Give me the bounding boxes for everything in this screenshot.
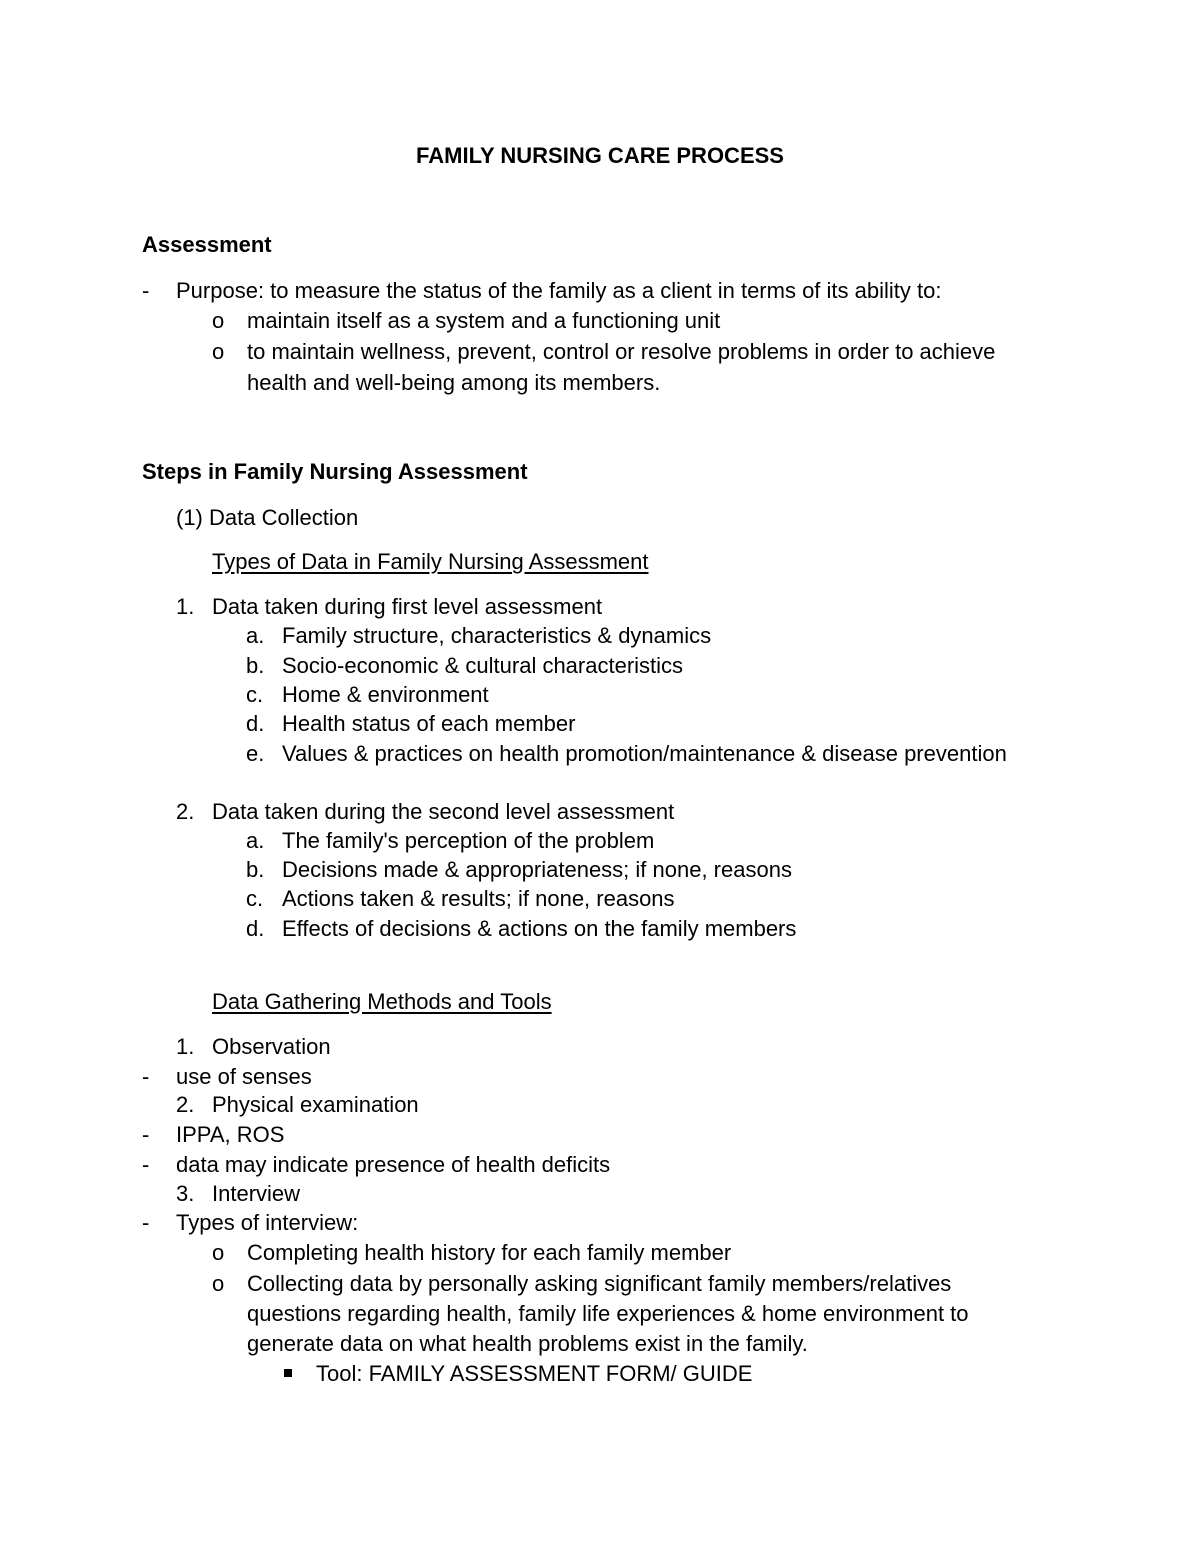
interview-type-item: Completing health history for each family member bbox=[247, 1240, 732, 1265]
dash-marker: - bbox=[142, 1210, 150, 1235]
interview-type-item-cont: generate data on what health problems exist in the family. bbox=[247, 1331, 808, 1356]
first-level-item: Family structure, characteristics & dynamics bbox=[282, 623, 712, 648]
list-number: 2. bbox=[176, 799, 195, 824]
first-level-item: Values & practices on health promotion/maintenance & disease prevention bbox=[282, 741, 1007, 766]
dash-marker: - bbox=[142, 1122, 150, 1147]
interview-type-item-cont: questions regarding health, family life experiences & home environment to bbox=[247, 1301, 969, 1326]
observation-label: Observation bbox=[212, 1034, 331, 1059]
bullet-marker: o bbox=[212, 308, 225, 333]
second-level-item: The family's perception of the problem bbox=[282, 828, 655, 853]
list-letter: d. bbox=[246, 916, 265, 941]
interview-types-label: Types of interview: bbox=[176, 1210, 359, 1235]
second-level-item: Actions taken & results; if none, reasons bbox=[282, 886, 675, 911]
assessment-heading: Assessment bbox=[142, 232, 272, 257]
physical-exam-label: Physical examination bbox=[212, 1092, 419, 1117]
second-level-label: Data taken during the second level assessment bbox=[212, 799, 675, 824]
dash-marker: - bbox=[142, 1064, 150, 1089]
types-of-data-heading: Types of Data in Family Nursing Assessment bbox=[212, 549, 649, 574]
document-title: FAMILY NURSING CARE PROCESS bbox=[416, 143, 784, 168]
square-bullet-icon bbox=[284, 1369, 292, 1377]
list-letter: a. bbox=[246, 623, 265, 648]
dash-marker: - bbox=[142, 278, 150, 303]
list-letter: b. bbox=[246, 857, 265, 882]
bullet-marker: o bbox=[212, 1271, 225, 1296]
purpose-sub-item-cont: health and well-being among its members. bbox=[247, 370, 661, 395]
observation-note: use of senses bbox=[176, 1064, 312, 1089]
second-level-item: Decisions made & appropriateness; if none, reasons bbox=[282, 857, 792, 882]
interview-type-item: Collecting data by personally asking significant family members/relatives bbox=[247, 1271, 952, 1296]
first-level-item: Home & environment bbox=[282, 682, 489, 707]
data-collection-label: (1) Data Collection bbox=[176, 505, 359, 530]
list-number: 3. bbox=[176, 1181, 195, 1206]
list-letter: c. bbox=[246, 886, 264, 911]
methods-heading: Data Gathering Methods and Tools bbox=[212, 989, 552, 1014]
list-letter: c. bbox=[246, 682, 264, 707]
list-number: 1. bbox=[176, 594, 195, 619]
steps-heading: Steps in Family Nursing Assessment bbox=[142, 459, 528, 484]
bullet-marker: o bbox=[212, 339, 225, 364]
interview-label: Interview bbox=[212, 1181, 301, 1206]
purpose-sub-item: maintain itself as a system and a functioning unit bbox=[247, 308, 721, 333]
bullet-marker: o bbox=[212, 1240, 225, 1265]
first-level-item: Socio-economic & cultural characteristics bbox=[282, 653, 684, 678]
list-letter: e. bbox=[246, 741, 265, 766]
dash-marker: - bbox=[142, 1152, 150, 1177]
purpose-text: Purpose: to measure the status of the family as a client in terms of its ability to: bbox=[176, 278, 942, 303]
list-number: 2. bbox=[176, 1092, 195, 1117]
purpose-sub-item: to maintain wellness, prevent, control or resolve problems in order to achieve bbox=[247, 339, 996, 364]
list-letter: a. bbox=[246, 828, 265, 853]
list-letter: b. bbox=[246, 653, 265, 678]
second-level-item: Effects of decisions & actions on the family members bbox=[282, 916, 797, 941]
first-level-label: Data taken during first level assessment bbox=[212, 594, 603, 619]
tool-text: Tool: FAMILY ASSESSMENT FORM/ GUIDE bbox=[316, 1361, 753, 1386]
physical-exam-note: IPPA, ROS bbox=[176, 1122, 285, 1147]
list-letter: d. bbox=[246, 711, 265, 736]
physical-exam-note: data may indicate presence of health deficits bbox=[176, 1152, 611, 1177]
list-number: 1. bbox=[176, 1034, 195, 1059]
first-level-item: Health status of each member bbox=[282, 711, 576, 736]
